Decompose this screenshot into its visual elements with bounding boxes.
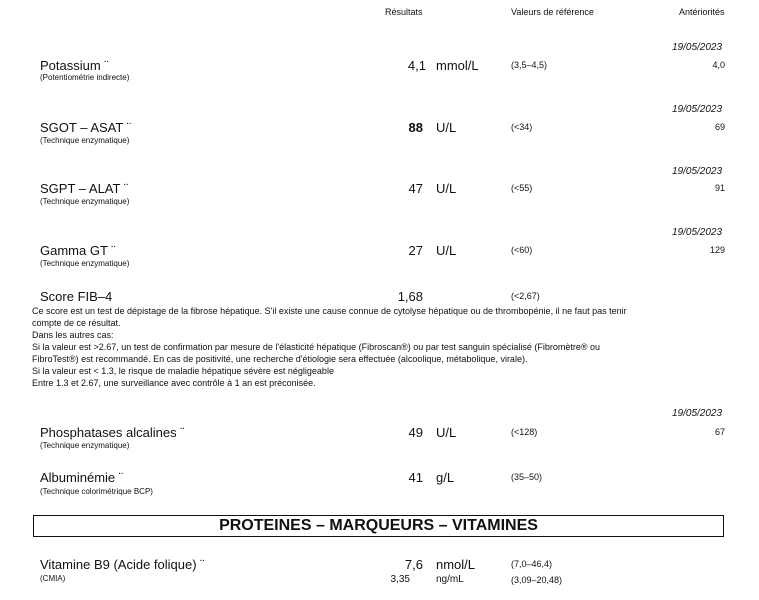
test-value: 7,6 xyxy=(404,557,423,572)
test-value: 27 xyxy=(408,243,423,258)
test-previous: 69 xyxy=(714,122,725,132)
test-reference: (3,5–4,5) xyxy=(511,60,548,70)
test-name: Gamma GT ¨ xyxy=(40,243,116,258)
test-technique: (Technique colorimétrique BCP) xyxy=(40,487,153,496)
test-reference: (<128) xyxy=(511,427,538,437)
fib4-comment xyxy=(32,305,627,389)
test-reference: (<2,67) xyxy=(511,291,540,301)
test-reference-secondary: (3,09–20,48) xyxy=(511,575,563,585)
test-name: Albuminémie ¨ xyxy=(40,470,124,485)
test-name: Phosphatases alcalines ¨ xyxy=(40,425,185,440)
test-reference: (<60) xyxy=(511,245,533,255)
comment-line: Dans les autres cas: xyxy=(32,330,114,340)
test-technique: (Potentiométrie indirecte) xyxy=(40,73,130,82)
test-previous: 129 xyxy=(709,245,725,255)
test-previous: 4,0 xyxy=(712,60,725,70)
test-reference: (35–50) xyxy=(511,472,543,482)
comment-line: Si la valeur est < 1.3, le risque de maladie hépatique sévère est négligeable xyxy=(32,366,334,376)
test-unit: nmol/L xyxy=(436,557,476,572)
test-reference: (<34) xyxy=(511,122,533,132)
section-title: PROTEINES – MARQUEURS – VITAMINES xyxy=(219,517,538,534)
previous-date: 19/05/2023 xyxy=(672,227,723,238)
test-name: Vitamine B9 (Acide folique) ¨ xyxy=(40,557,205,572)
test-name: Potassium ¨ xyxy=(40,58,109,73)
test-value: 49 xyxy=(408,425,423,440)
section-header xyxy=(33,515,724,537)
comment-line: compte de ce résultat. xyxy=(32,318,121,328)
test-unit-secondary: ng/mL xyxy=(436,574,464,585)
test-name: Score FIB–4 xyxy=(40,289,113,304)
test-technique: (Technique enzymatique) xyxy=(40,136,130,145)
test-unit: U/L xyxy=(436,243,457,258)
test-previous: 67 xyxy=(714,427,725,437)
previous-date: 19/05/2023 xyxy=(672,408,723,419)
test-value: 47 xyxy=(408,181,423,196)
previous-date: 19/05/2023 xyxy=(672,42,723,53)
test-unit: g/L xyxy=(436,470,455,485)
test-name: SGOT – ASAT ¨ xyxy=(40,120,132,135)
comment-line: Si la valeur est >2.67, un test de confirmation par mesure de l'élasticité hépatique (Fibroscan®) ou par test sanguin spécialisé (Fibromètre® ou xyxy=(32,342,601,352)
test-technique: (Technique enzymatique) xyxy=(40,259,130,268)
test-reference: (7,0–46,4) xyxy=(511,559,553,569)
test-unit: mmol/L xyxy=(436,58,479,73)
test-value: 1,68 xyxy=(397,289,423,304)
header-previous: Antériorités xyxy=(679,7,725,17)
test-value: 88 xyxy=(408,120,423,135)
test-technique: (Technique enzymatique) xyxy=(40,441,130,450)
comment-line: FibroTest®) est recommandé. En cas de positivité, une recherche d'étiologie sera effectuée (alcoolique, métabolique, virale). xyxy=(32,354,528,364)
test-reference: (<55) xyxy=(511,183,533,193)
previous-date: 19/05/2023 xyxy=(672,104,723,115)
comment-line: Ce score est un test de dépistage de la fibrose hépatique. S'il existe une cause connue de cytolyse hépatique ou de thrombopénie, il ne faut pas tenir xyxy=(32,306,627,316)
comment-line: Entre 1.3 et 2.67, une surveillance avec contrôle à 1 an est préconisée. xyxy=(32,378,316,388)
test-value: 4,1 xyxy=(407,58,426,73)
test-technique: (CMIA) xyxy=(40,574,66,583)
test-unit: U/L xyxy=(436,425,457,440)
test-previous: 91 xyxy=(714,183,725,193)
test-unit: U/L xyxy=(436,181,457,196)
header-reference: Valeurs de référence xyxy=(511,7,594,17)
test-value: 41 xyxy=(408,470,423,485)
header-results: Résultats xyxy=(385,7,423,17)
test-value-secondary: 3,35 xyxy=(390,574,410,585)
test-technique: (Technique enzymatique) xyxy=(40,197,130,206)
previous-date: 19/05/2023 xyxy=(672,166,723,177)
test-unit: U/L xyxy=(436,120,457,135)
test-name: SGPT – ALAT ¨ xyxy=(40,181,129,196)
